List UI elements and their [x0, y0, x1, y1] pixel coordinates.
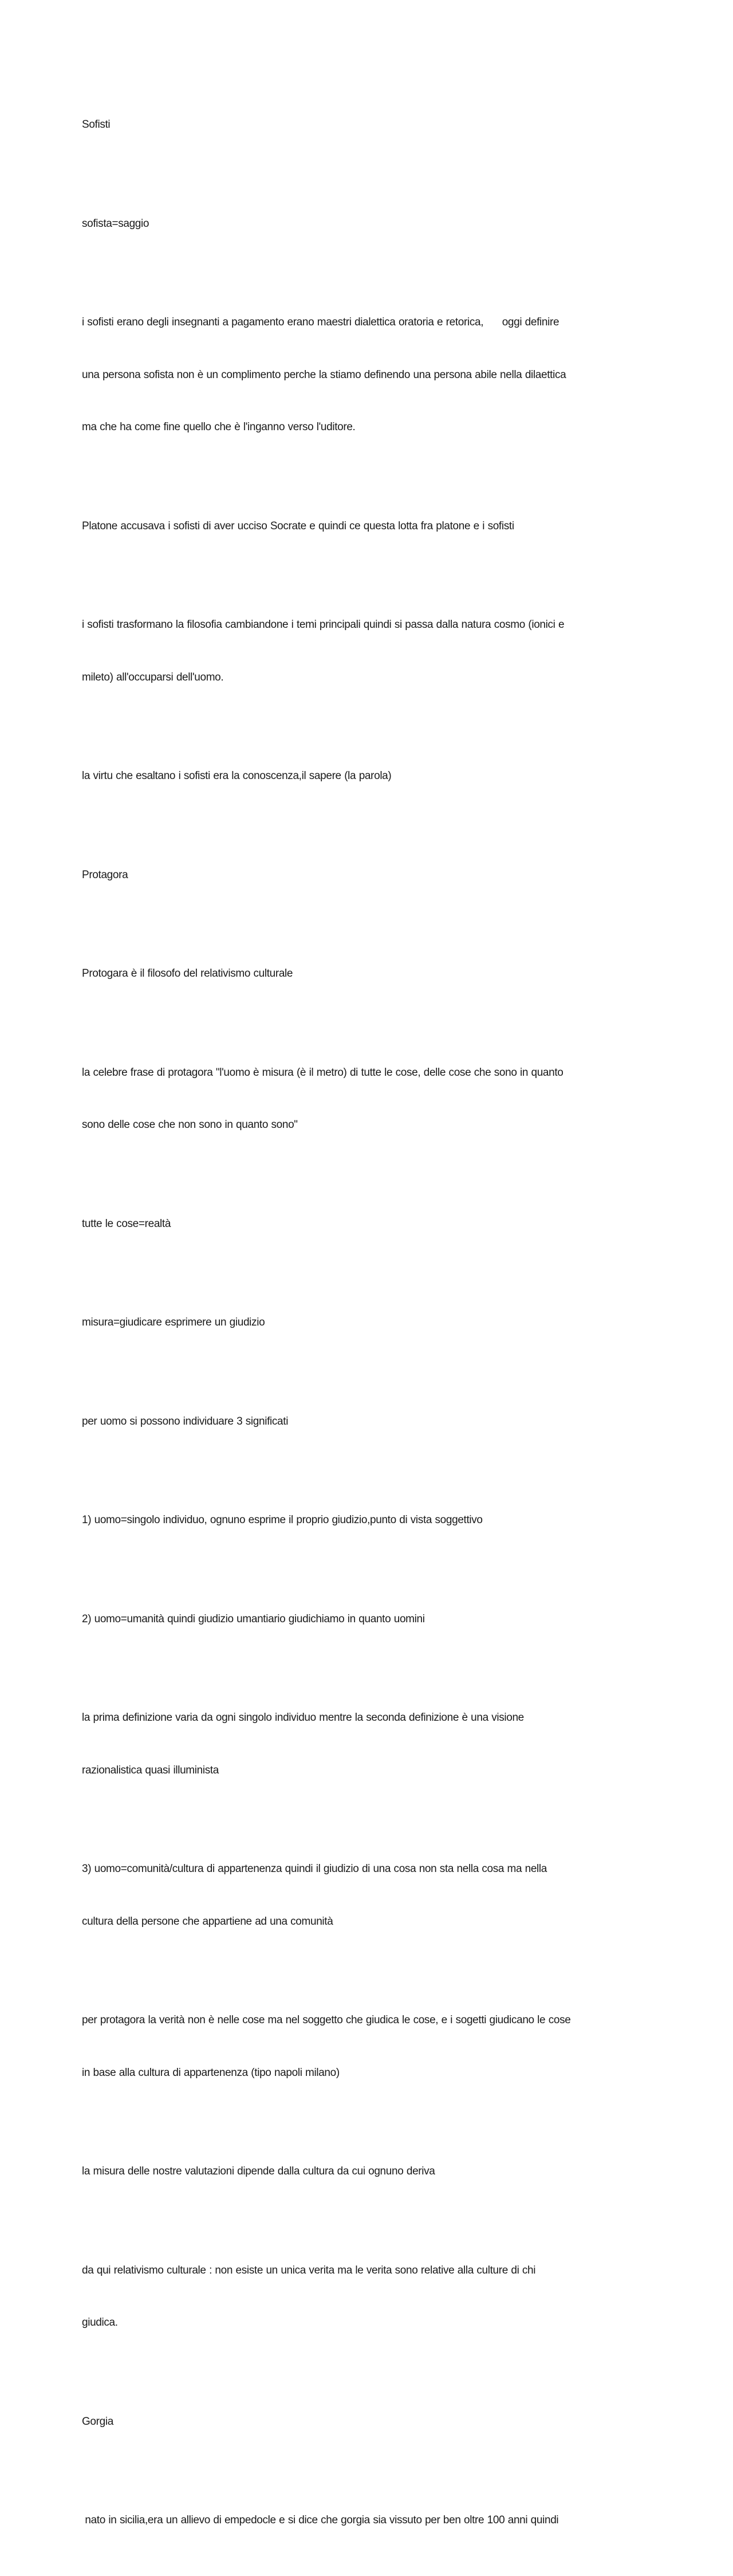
paragraph	[82, 733, 643, 820]
paragraph	[82, 1378, 643, 1466]
paragraph	[82, 2128, 643, 2216]
text-line: la prima definizione varia da ogni singolo individuo mentre la seconda definizione è una visione	[82, 1712, 524, 1724]
text-line: ma che ha come fine quello che è l'inganno verso l'uditore.	[82, 421, 356, 433]
text-line: i sofisti erano degli insegnanti a pagamento erano maestri dialettica oratoria e retorica, oggi definire	[82, 316, 559, 328]
text-line: razionalistica quasi illuminista	[82, 1764, 219, 1776]
text-line: sofista=saggio	[82, 217, 149, 230]
paragraph	[82, 581, 643, 721]
text-line: Gorgia	[82, 2415, 113, 2428]
text-line: nato in sicilia,era un allievo di empedocle e si dice che gorgia sia vissuto per ben oltre 100 anni quindi	[82, 2514, 559, 2526]
heading-gorgia	[82, 2378, 643, 2466]
text-line: tutte le cose=realtà	[82, 1217, 171, 1230]
heading-sofisti	[82, 81, 643, 169]
text-line: Protagora	[82, 868, 128, 881]
paragraph	[82, 1977, 643, 2117]
text-line: da qui relativismo culturale : non esiste un unica verita ma le verita sono relative alla culture di chi	[82, 2264, 536, 2276]
paragraph	[82, 2477, 643, 2565]
paragraph	[82, 1674, 643, 1814]
text-line: sono delle cose che non sono in quanto sono"	[82, 1119, 298, 1131]
text-line: giudica.	[82, 2317, 118, 2329]
text-line: cultura della persone che appartiene ad una comunità	[82, 1915, 333, 1928]
paragraph	[82, 1181, 643, 1268]
text-line: per uomo si possono individuare 3 significati	[82, 1415, 289, 1427]
text-line: 2) uomo=umanità quindi giudizio umantiario giudichiamo in quanto uomini	[82, 1613, 425, 1625]
paragraph	[82, 930, 643, 1018]
text-line: una persona sofista non è un complimento perche la stiamo definendo una persona abile nella dilaettica	[82, 368, 566, 381]
list-item-3	[82, 1826, 643, 1965]
text-line: per protagora la verità non è nelle cose ma nel soggetto che giudica le cose, e i sogetti giudicano le cose	[82, 2014, 571, 2026]
list-item-1	[82, 1477, 643, 1564]
text-line: in base alla cultura di appartenenza (tipo napoli milano)	[82, 2066, 340, 2079]
list-item-2	[82, 1576, 643, 1663]
text-line: Platone accusava i sofisti di aver ucciso Socrate e quindi ce questa lotta fra platone e i sofisti	[82, 520, 514, 532]
text-line: 1) uomo=singolo individuo, ognuno esprime il proprio giudizio,punto di vista soggettivo	[82, 1514, 483, 1526]
text-line: la celebre frase di protagora "l'uomo è misura (è il metro) di tutte le cose, delle cose che sono in quanto	[82, 1066, 563, 1079]
paragraph	[82, 1029, 643, 1169]
text-line: i sofisti trasformano la filosofia cambiandone i temi principali quindi si passa dalla natura cosmo (ionici e	[82, 619, 565, 631]
paragraph	[82, 1279, 643, 1367]
paragraph	[82, 2227, 643, 2367]
text-line: Protogara è il filosofo del relativismo culturale	[82, 968, 293, 980]
paragraph	[82, 483, 643, 571]
paragraph	[82, 180, 643, 268]
text-line: mileto) all'occuparsi dell'uomo.	[82, 671, 224, 683]
paragraph	[82, 279, 643, 471]
text-line: misura=giudicare esprimere un giudizio	[82, 1316, 265, 1328]
text-line: 3) uomo=comunità/cultura di appartenenza quindi il giudizio di una cosa non sta nella cosa ma nella	[82, 1863, 547, 1875]
document-body	[82, 81, 643, 2576]
text-line: la virtu che esaltano i sofisti era la conoscenza,il sapere (la parola)	[82, 770, 392, 782]
heading-protagora	[82, 832, 643, 919]
text-line: Sofisti	[82, 119, 111, 131]
text-line: la misura delle nostre valutazioni dipende dalla cultura da cui ognuno deriva	[82, 2165, 435, 2177]
